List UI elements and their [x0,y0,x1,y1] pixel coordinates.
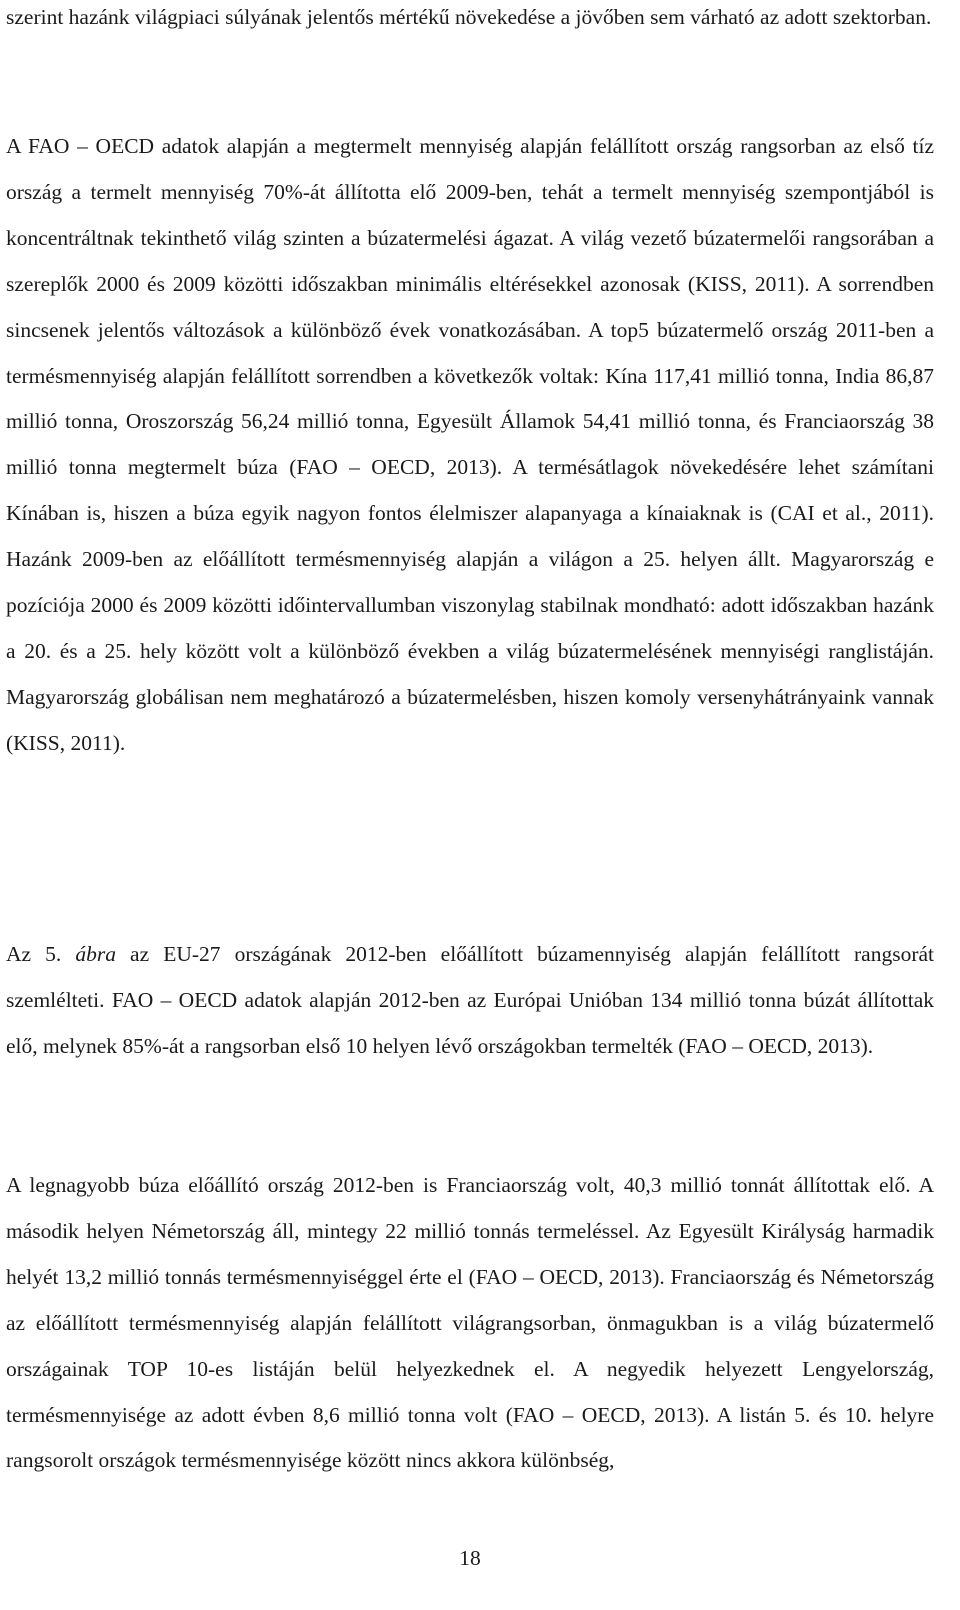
figure-word-italic: ábra [75,942,116,966]
paragraph-largest-producers: A legnagyobb búza előállító ország 2012-ben is Franciaország volt, 40,3 millió tonnát állítottak elő. A második helyen Németország áll, mintegy 22 millió tonnás termeléssel. Az Egyesült Királyság harmadik helyét 13,2 millió tonnás termésmennyiséggel érte el (FAO – OECD, 2013). Franciaország és Németország az előállított termésmennyiség alapján felállított világrangsorban, önmagukban is a világ búzatermelő országainak TOP 10-es listáján belül helyezkednek el. A negyedik helyezett Lengyelország, termésmennyisége az adott évben 8,6 millió tonna volt (FAO – OECD, 2013). A listán 5. és 10. helyre rangsorolt országok termésmennyisége között nincs akkora különbség, [6,1173,934,1473]
paragraph-intro-continuation: szerint hazánk világpiaci súlyának jelentős mértékű növekedése a jövőben sem várható az adott szektorban. [6,5,932,29]
paragraph-text: az EU-27 országának 2012-ben előállított búzamennyiség alapján felállított rangsorát szemlélteti. FAO – OECD adatok alapján 2012-ben az Európai Unióban 134 millió tonna búzát állítottak elő, melynek 85%-át a rangsorban első 10 helyen lévő országokban termelték (FAO – OECD, 2013). [6,942,934,1058]
paragraph-eu27-figure-reference [6,932,934,1070]
paragraph-fao-oecd-ranking: A FAO – OECD adatok alapján a megtermelt mennyiség alapján felállított ország rangsorban az első tíz ország a termelt mennyiség 70%-át állította elő 2009-ben, tehát a termelt mennyiség szempontjából is koncentráltnak tekinthető világ szinten a búzatermelési ágazat. A világ vezető búzatermelői rangsorában a szereplők 2000 és 2009 közötti időszakban minimális eltérésekkel azonosak (KISS, 2011). A sorrendben sincsenek jelentős változások a különböző évek vonatkozásában. A top5 búzatermelő ország 2011-ben a termésmennyiség alapján felállított sorrendben a következők voltak: Kína 117,41 millió tonna, India 86,87 millió tonna, Oroszország 56,24 millió tonna, Egyesült Államok 54,41 millió tonna, és Franciaország 38 millió tonna megtermelt búza (FAO – OECD, 2013). A termésátlagok növekedésére lehet számítani Kínában is, hiszen a búza egyik nagyon fontos élelmiszer alapanyaga a kínaiaknak is (CAI et al., 2011). Hazánk 2009-ben az előállított termésmennyiség alapján a világon a 25. helyen állt. Magyarország e pozíciója 2000 és 2009 közötti időintervallumban viszonylag stabilnak mondható: adott időszakban hazánk a 20. és a 25. hely között volt a különböző években a világ búzatermelésének mennyiségi ranglistáján. Magyarország globálisan nem meghatározó a búzatermelésben, hiszen komoly versenyhátrányaink vannak (KISS, 2011). [6,134,934,755]
page-number: 18 [459,1546,481,1570]
paragraph-text: Az 5. [6,942,76,966]
